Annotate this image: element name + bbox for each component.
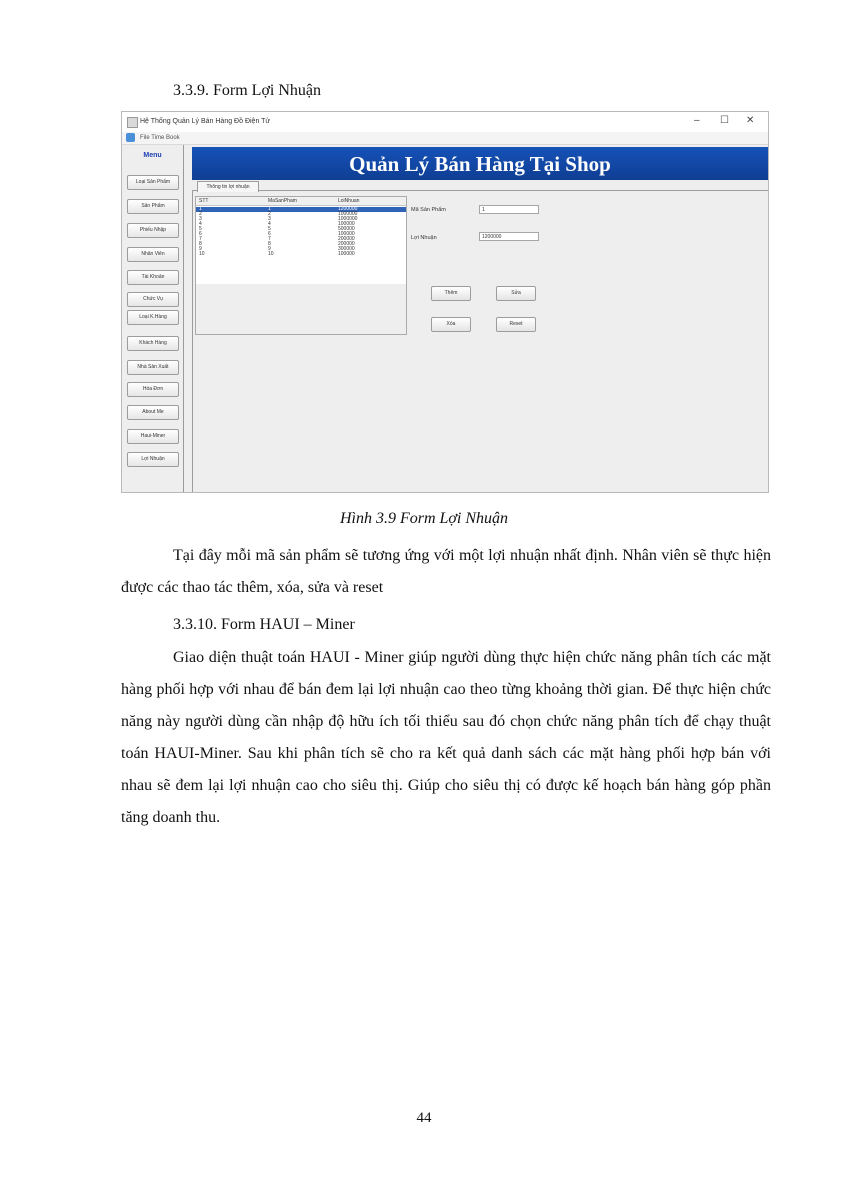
reset-button[interactable]: Reset xyxy=(496,317,536,332)
table-cell: 9 xyxy=(268,246,271,252)
table-cell: 5 xyxy=(268,226,271,232)
sidebar-item-loi-nhuan[interactable]: Lợi Nhuận xyxy=(127,452,179,467)
table-cell: 6 xyxy=(199,231,202,237)
table-cell: 5 xyxy=(199,226,202,232)
app-window-screenshot xyxy=(121,111,769,493)
column-header-stt[interactable]: STT xyxy=(199,198,209,204)
table-row[interactable] xyxy=(196,252,406,257)
sidebar xyxy=(122,145,184,492)
paragraph-1: Tại đây mỗi mã sản phẩm sẽ tương ứng với một lợi nhuận nhất định. Nhân viên sẽ thực hiện được các thao tác thêm, xóa, sửa và reset xyxy=(121,547,771,596)
table-cell: 1200000 xyxy=(338,206,358,212)
menu-bar xyxy=(122,132,768,145)
table-cell: 300000 xyxy=(338,246,355,252)
sidebar-item-nhan-vien[interactable]: Nhân Viên xyxy=(127,247,179,262)
sidebar-item-haui-miner[interactable]: Haui-Miner xyxy=(127,429,179,444)
banner-title: Quản Lý Bán Hàng Tại Shop xyxy=(349,152,611,176)
menu-text[interactable]: File Time Book xyxy=(140,135,180,141)
table-cell: 1 xyxy=(268,206,271,212)
table-cell: 8 xyxy=(199,241,202,247)
table-cell: 1000000 xyxy=(338,216,358,222)
product-code-field[interactable]: 1 xyxy=(479,205,539,214)
delete-button[interactable]: Xóa xyxy=(431,317,471,332)
table-cell: 200000 xyxy=(338,241,355,247)
table-cell: 100000 xyxy=(338,231,355,237)
table-cell: 1 xyxy=(199,206,202,212)
profit-field[interactable]: 1200000 xyxy=(479,232,539,241)
header-banner xyxy=(192,147,768,180)
table-cell: 200000 xyxy=(338,236,355,242)
minimize-icon[interactable]: – xyxy=(694,115,700,126)
column-header-loinhuan[interactable]: LoiNhuan xyxy=(338,198,360,204)
table-cell: 1000000 xyxy=(338,211,358,217)
page-number: 44 xyxy=(416,1110,432,1126)
table-header xyxy=(196,197,406,206)
column-header-masanpham[interactable]: MaSanPham xyxy=(268,198,297,204)
edit-button[interactable]: Sửa xyxy=(496,286,536,301)
sidebar-item-tai-khoan[interactable]: Tài Khoản xyxy=(127,270,179,285)
paragraph-2: Giao diện thuật toán HAUI - Miner giúp người dùng thực hiện chức năng phân tích các mặt hàng phối hợp với nhau để bán đem lại lợi nhuận cao theo từng khoảng thời gian. Để thực hiện chức năng này người dùng cần nhập độ hữu ích tối thiểu sau đó chọn chức năng phân tích để chạy thuật toán HAUI-Miner. Sau khi phân tích sẽ cho ra kết quả danh sách các mặt hàng phối hợp bán với nhau sẽ đem lại lợi nhuận cao cho siêu thị. Giúp cho siêu thị có được kế hoạch bán hàng góp phần tăng doanh thu. xyxy=(121,649,771,826)
section-heading-3-3-10: 3.3.10. Form HAUI – Miner xyxy=(173,616,355,633)
add-button[interactable]: Thêm xyxy=(431,286,471,301)
sidebar-title: Menu xyxy=(143,152,162,159)
section-heading-3-3-9: 3.3.9. Form Lợi Nhuận xyxy=(173,82,322,99)
sidebar-item-loai-k-hang[interactable]: Loại K.Hàng xyxy=(127,310,179,325)
table-cell: 10 xyxy=(268,251,274,257)
table-cell: 2 xyxy=(199,211,202,217)
sidebar-item-loai-san-pham[interactable]: Loại Sản Phẩm xyxy=(127,175,179,190)
profit-label: Lợi Nhuận xyxy=(411,235,437,241)
table-cell: 2 xyxy=(268,211,271,217)
window-titlebar xyxy=(122,112,768,132)
table-cell: 3 xyxy=(268,216,271,222)
table-cell: 6 xyxy=(268,231,271,237)
sidebar-item-about-me[interactable]: About Me xyxy=(127,405,179,420)
figure-caption: Hình 3.9 Form Lợi Nhuận xyxy=(339,510,509,527)
sidebar-item-san-pham[interactable]: Sản Phẩm xyxy=(127,199,179,214)
close-icon[interactable]: ✕ xyxy=(746,115,755,126)
table-cell: 500000 xyxy=(338,226,355,232)
app-icon xyxy=(127,117,138,128)
table-cell: 100000 xyxy=(338,221,355,227)
table-cell: 8 xyxy=(268,241,271,247)
table-scroll-area xyxy=(195,284,407,335)
sidebar-item-phieu-nhap[interactable]: Phiếu Nhập xyxy=(127,223,179,238)
product-code-label: Mã Sản Phẩm xyxy=(411,207,446,213)
sidebar-item-nha-san-xuat[interactable]: Nhà Sản Xuất xyxy=(127,360,179,375)
table-cell: 4 xyxy=(268,221,271,227)
table-cell: 10 xyxy=(199,251,205,257)
sidebar-item-khach-hang[interactable]: Khách Hàng xyxy=(127,336,179,351)
table-cell: 4 xyxy=(199,221,202,227)
sidebar-item-chuc-vu[interactable]: Chức Vụ xyxy=(127,292,179,307)
table-cell: 7 xyxy=(268,236,271,242)
table-cell: 3 xyxy=(199,216,202,222)
table-cell: 9 xyxy=(199,246,202,252)
sidebar-item-hoa-don[interactable]: Hóa Đơn xyxy=(127,382,179,397)
table-cell: 100000 xyxy=(338,251,355,257)
table-cell: 7 xyxy=(199,236,202,242)
maximize-icon[interactable]: ☐ xyxy=(720,115,729,126)
profit-table xyxy=(195,196,407,285)
window-title: Hệ Thống Quản Lý Bán Hàng Đồ Điện Tử xyxy=(140,118,271,125)
file-icon[interactable] xyxy=(126,133,135,142)
tab-thong-tin-loi-nhuan[interactable]: Thông tin lợi nhuận xyxy=(197,181,259,192)
